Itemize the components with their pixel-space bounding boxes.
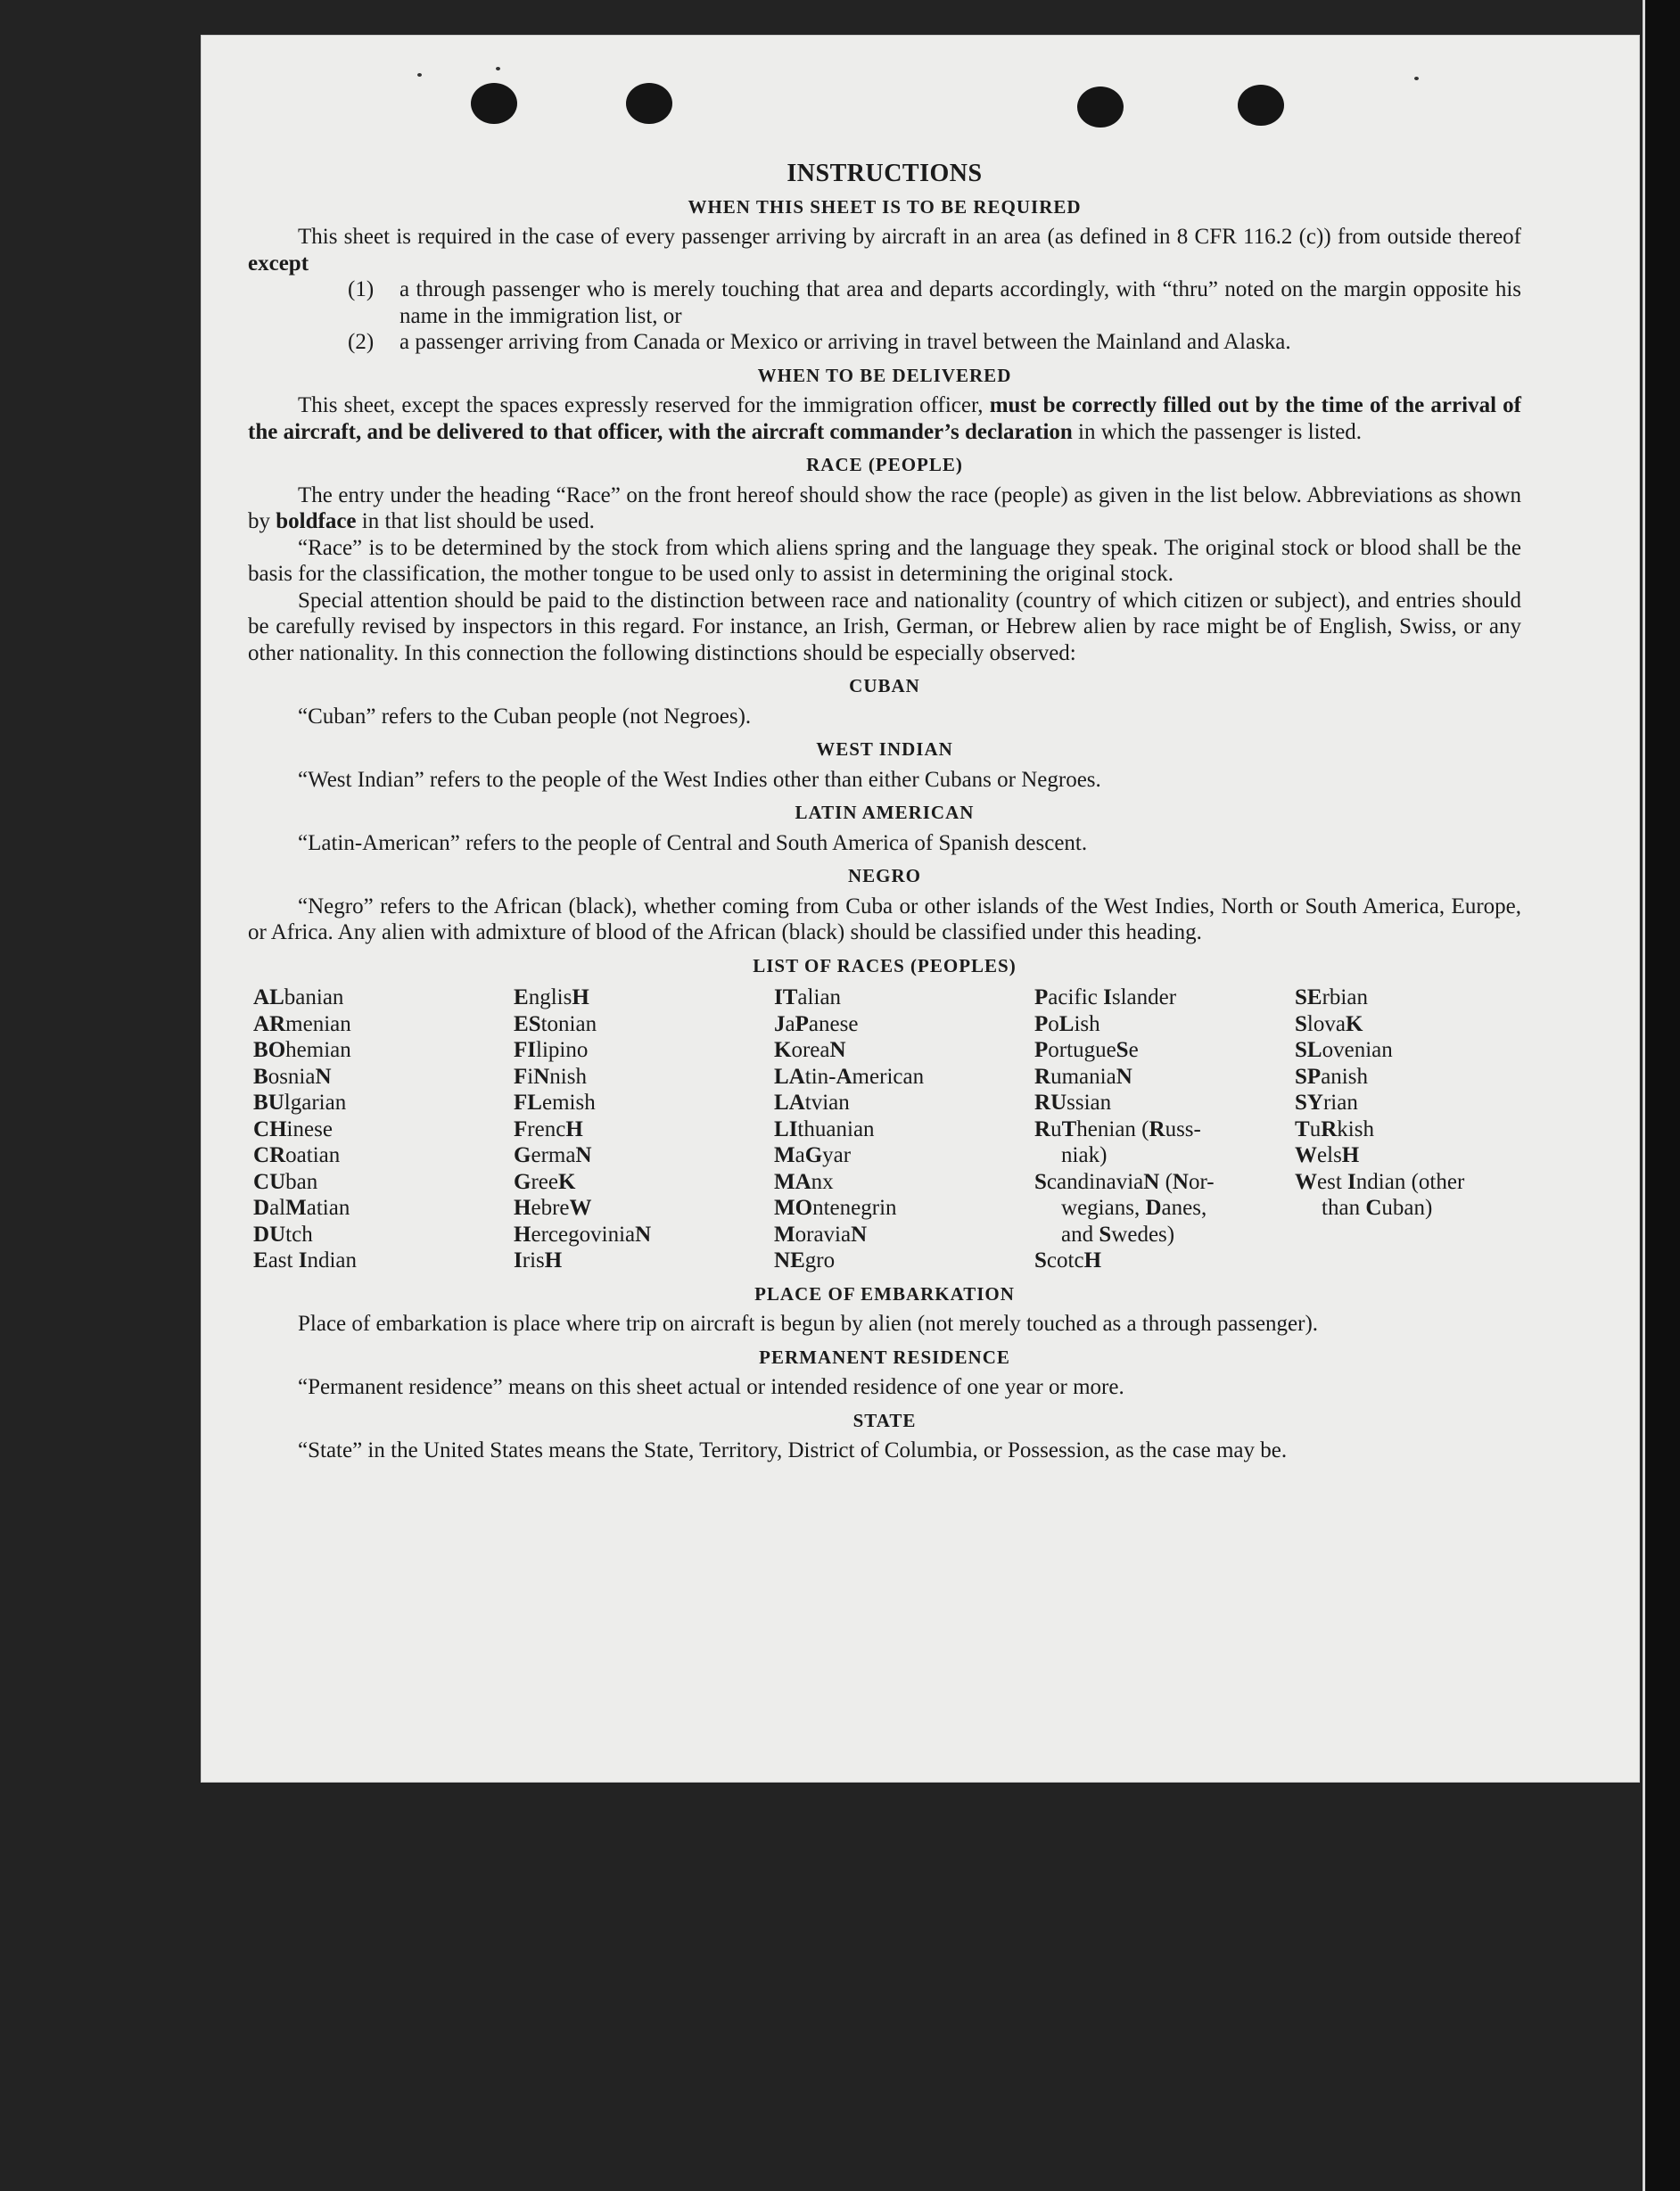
item-text: a through passenger who is merely touching that area and departs accordingly, with “thru” noted on the margin opposite his name in the immigration list, or [399,277,1521,328]
race-text-boldface: boldface [276,509,357,533]
section-heading-race: RACE (PEOPLE) [806,454,963,475]
race-item: WelsH [1295,1143,1360,1167]
race-item: PortugueSe [1034,1038,1139,1062]
race-text-a: The entry under the heading “Race” on the front hereof should show the race (people) as given in the list below. Abbreviations as shown by [248,482,1521,533]
race-item: DUtch [253,1222,313,1247]
delivered-text-a: This sheet, except the spaces expressly reserved for the immigration officer, [298,393,984,417]
page-title: INSTRUCTIONS [786,160,983,187]
race-paragraph-3: Special attention should be paid to the distinction between race and nationality (country of which citizen or subject), and entries should be carefully revised by inspectors in this regard. For instance, an Irish, German, or Hebrew alien by race might be of English, Swiss, or any other nationality. In this connection the following distinctions should be especially observed: [248,588,1521,665]
race-item: CRoatian [253,1143,341,1167]
race-item: West Indian (other [1295,1169,1465,1194]
races-column [253,984,514,1274]
section-heading-state: STATE [852,1409,917,1431]
punch-hole [1077,86,1124,128]
race-item: TuRkish [1295,1116,1374,1141]
race-item: and Swedes) [1061,1222,1175,1247]
except-text: except [248,251,309,276]
embarkation-text: Place of embarkation is place where trip on aircraft is begun by alien (not merely touched as a through passenger). [298,1312,1319,1336]
races-column [774,984,1034,1274]
race-item: RumaniaN [1034,1064,1132,1089]
race-item: MAnx [774,1169,834,1194]
section-heading-list-of-races: LIST OF RACES (PEOPLES) [753,954,1017,976]
race-item: BUlgarian [253,1091,347,1115]
race-item: DalMatian [253,1196,350,1220]
punch-hole [471,83,517,124]
speck [1414,77,1419,80]
document-sheet [202,36,1639,1782]
delivered-text-c: in which the passenger is listed. [1078,419,1363,444]
latin-american-text: “Latin-American” refers to the people of Central and South America of Spanish descent. [298,830,1088,855]
section-heading-embarkation: PLACE OF EMBARKATION [754,1282,1015,1305]
when-delivered-text [248,392,1521,445]
race-text-c: in that list should be used. [361,509,595,533]
when-required-intro [248,224,1521,276]
race-item: MOntenegrin [774,1196,897,1220]
race-item: FIlipino [514,1038,589,1062]
delivered-text-b: must be correctly filled out by the time of the arrival of the aircraft, and be delivered to that officer, with the aircraft commander’s declaration [248,393,1522,444]
race-item: RuThenian (Russ- [1034,1116,1201,1141]
west-indian-text: “West Indian” refers to the people of the West Indies other than either Cubans or Negroes. [298,767,1101,792]
race-item: ScotcH [1034,1248,1102,1273]
race-item: BosniaN [253,1064,332,1089]
race-item: HercegoviniaN [514,1222,652,1247]
border-divider [1643,0,1645,2191]
list-item [348,329,1521,356]
section-heading-west-indian: WEST INDIAN [816,738,953,760]
speck [417,73,422,77]
race-item: ARmenian [253,1011,351,1036]
punch-hole [626,83,672,124]
state-text: “State” in the United States means the State, Territory, District of Columbia, or Possession, as the case may be. [298,1438,1288,1462]
race-item: East Indian [253,1248,358,1273]
race-paragraph-1 [248,482,1521,535]
race-item: than Cuban) [1322,1196,1433,1220]
race-item: SlovaK [1295,1011,1363,1036]
race-item: wegians, Danes, [1061,1196,1207,1220]
section-heading-when-delivered: WHEN TO BE DELIVERED [757,364,1012,386]
race-item: niak) [1061,1143,1108,1167]
race-item: LAtin-American [774,1064,925,1089]
section-heading-negro: NEGRO [847,865,921,886]
race-item: BOhemian [253,1038,351,1062]
race-item: KoreaN [774,1038,846,1062]
races-column [1034,984,1295,1274]
race-item: ALbanian [253,985,344,1009]
list-item [348,276,1521,329]
race-item: RUssian [1034,1091,1112,1115]
speck [496,67,500,70]
race-item: MaGyar [774,1143,852,1167]
race-item: CUban [253,1169,318,1194]
section-heading-when-required: WHEN THIS SHEET IS TO BE REQUIRED [688,195,1082,218]
instructions-content [248,161,1521,1464]
race-item: ScandinaviaN (Nor- [1034,1169,1215,1194]
races-column [514,984,774,1274]
intro-text: This sheet is required in the case of every passenger arriving by aircraft in an area (as defined in 8 CFR 116.2 (c)) from outside thereof [298,225,1521,249]
race-item: HebreW [514,1196,592,1220]
race-item: PoLish [1034,1011,1100,1036]
race-item: JaPanese [774,1011,859,1036]
race-item: GreeK [514,1169,576,1194]
section-heading-cuban: CUBAN [849,675,920,696]
race-item: CHinese [253,1116,333,1141]
race-item: EStonian [514,1011,597,1036]
race-item: ITalian [774,985,842,1009]
item-number: (2) [348,330,375,354]
cuban-text: “Cuban” refers to the Cuban people (not Negroes). [298,704,752,729]
race-item: EnglisH [514,985,589,1009]
races-list [253,984,1521,1274]
race-item: NEgro [774,1248,836,1273]
race-item: MoraviaN [774,1222,868,1247]
races-column [1295,984,1527,1274]
race-paragraph-2: “Race” is to be determined by the stock from which aliens spring and the language they speak. The original stock or blood shall be the basis for the classification, the mother tongue to be used only to assist in determining the original stock. [248,535,1521,586]
item-text: a passenger arriving from Canada or Mexico or arriving in travel between the Mainland and Alaska. [399,330,1291,354]
section-heading-residence: PERMANENT RESIDENCE [759,1346,1010,1368]
item-number: (1) [348,277,375,301]
section-heading-latin-american: LATIN AMERICAN [795,802,975,823]
residence-text: “Permanent residence” means on this sheet actual or intended residence of one year or more. [298,1375,1124,1399]
race-item: SYrian [1295,1091,1358,1115]
punch-hole [1238,85,1284,126]
negro-text: “Negro” refers to the African (black), whether coming from Cuba or other islands of the West Indies, North or South America, Europe, or Africa. Any alien with admixture of blood of the African (black) should be classified under this heading. [248,894,1521,944]
race-item: GermaN [514,1143,592,1167]
race-item: SErbian [1295,985,1368,1009]
scanner-border [1643,0,1680,2191]
race-item: IrisH [514,1248,563,1273]
race-item: SPanish [1295,1064,1368,1089]
race-item: LIthuanian [774,1116,875,1141]
race-item: FrencH [514,1116,583,1141]
race-item: FLemish [514,1091,596,1115]
race-item: FiNnish [514,1064,587,1089]
race-item: LAtvian [774,1091,850,1115]
race-item: SLovenian [1295,1038,1393,1062]
race-item: Pacific Islander [1034,985,1177,1009]
